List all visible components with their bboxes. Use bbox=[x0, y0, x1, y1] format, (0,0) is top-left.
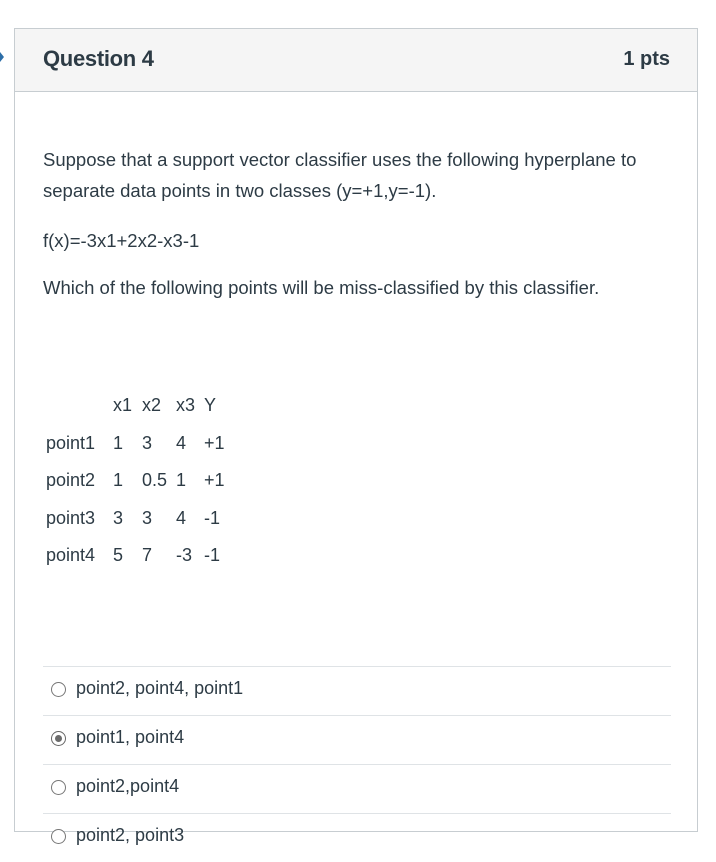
table-cell: -1 bbox=[204, 545, 221, 566]
answer-label[interactable]: point2,point4 bbox=[76, 776, 180, 796]
radio-button[interactable] bbox=[51, 780, 66, 795]
table-header-cell: x2 bbox=[142, 395, 162, 416]
answer-label[interactable]: point1, point4 bbox=[76, 727, 185, 747]
table-cell: point1 bbox=[46, 432, 96, 453]
table-cell: 3 bbox=[113, 507, 124, 528]
radio-button[interactable] bbox=[51, 682, 66, 697]
radio-button-selected[interactable] bbox=[51, 731, 66, 746]
table-header-cell: x3 bbox=[176, 395, 196, 416]
table-header-cell: x1 bbox=[113, 395, 133, 416]
question-title: Question 4 bbox=[43, 46, 154, 71]
question-header bbox=[15, 29, 697, 92]
table-cell: point4 bbox=[46, 545, 96, 566]
data-points-table bbox=[43, 387, 234, 575]
answer-option-3[interactable] bbox=[43, 764, 671, 813]
table-cell: 5 bbox=[113, 545, 124, 566]
question-card bbox=[14, 28, 698, 845]
table-cell: 0.5 bbox=[142, 470, 168, 491]
table-header-row bbox=[43, 387, 234, 425]
table-cell: 1 bbox=[113, 432, 124, 453]
table-cell: 1 bbox=[176, 470, 187, 491]
answer-label[interactable]: point2, point4, point1 bbox=[76, 678, 244, 698]
table-cell: 7 bbox=[142, 545, 153, 566]
answer-option-2[interactable] bbox=[43, 715, 671, 764]
answer-option-1[interactable] bbox=[43, 666, 671, 715]
question-nav-marker bbox=[0, 52, 4, 62]
table-cell: 1 bbox=[113, 470, 124, 491]
question-points: 1 pts bbox=[623, 48, 670, 70]
table-cell: point2 bbox=[46, 470, 96, 491]
question-text-intro: Suppose that a support vector classifier uses the following hyperplane to separate data points in two classes (y=+1,y=-1). bbox=[43, 149, 637, 201]
question-text-prompt: Which of the following points will be miss-classified by this classifier. bbox=[43, 277, 600, 298]
table-cell: point3 bbox=[46, 507, 96, 528]
table-header-cell bbox=[43, 387, 113, 425]
table-cell: +1 bbox=[204, 432, 225, 453]
table-cell: -1 bbox=[204, 507, 221, 528]
question-text-equation: f(x)=-3x1+2x2-x3-1 bbox=[43, 230, 200, 251]
table-row bbox=[43, 462, 234, 500]
table-cell: 3 bbox=[142, 432, 153, 453]
table-row bbox=[43, 500, 234, 538]
table-header-cell: Y bbox=[204, 395, 217, 416]
table-row bbox=[43, 425, 234, 463]
table-cell: 4 bbox=[176, 507, 187, 528]
answer-list bbox=[43, 666, 671, 862]
table-cell: +1 bbox=[204, 470, 225, 491]
answer-label[interactable]: point2, point3 bbox=[76, 825, 185, 845]
table-row bbox=[43, 537, 234, 575]
answer-option-4[interactable] bbox=[43, 813, 671, 862]
table-cell: 4 bbox=[176, 432, 187, 453]
table-cell: -3 bbox=[176, 545, 193, 566]
table-cell: 3 bbox=[142, 507, 153, 528]
radio-button[interactable] bbox=[51, 829, 66, 844]
